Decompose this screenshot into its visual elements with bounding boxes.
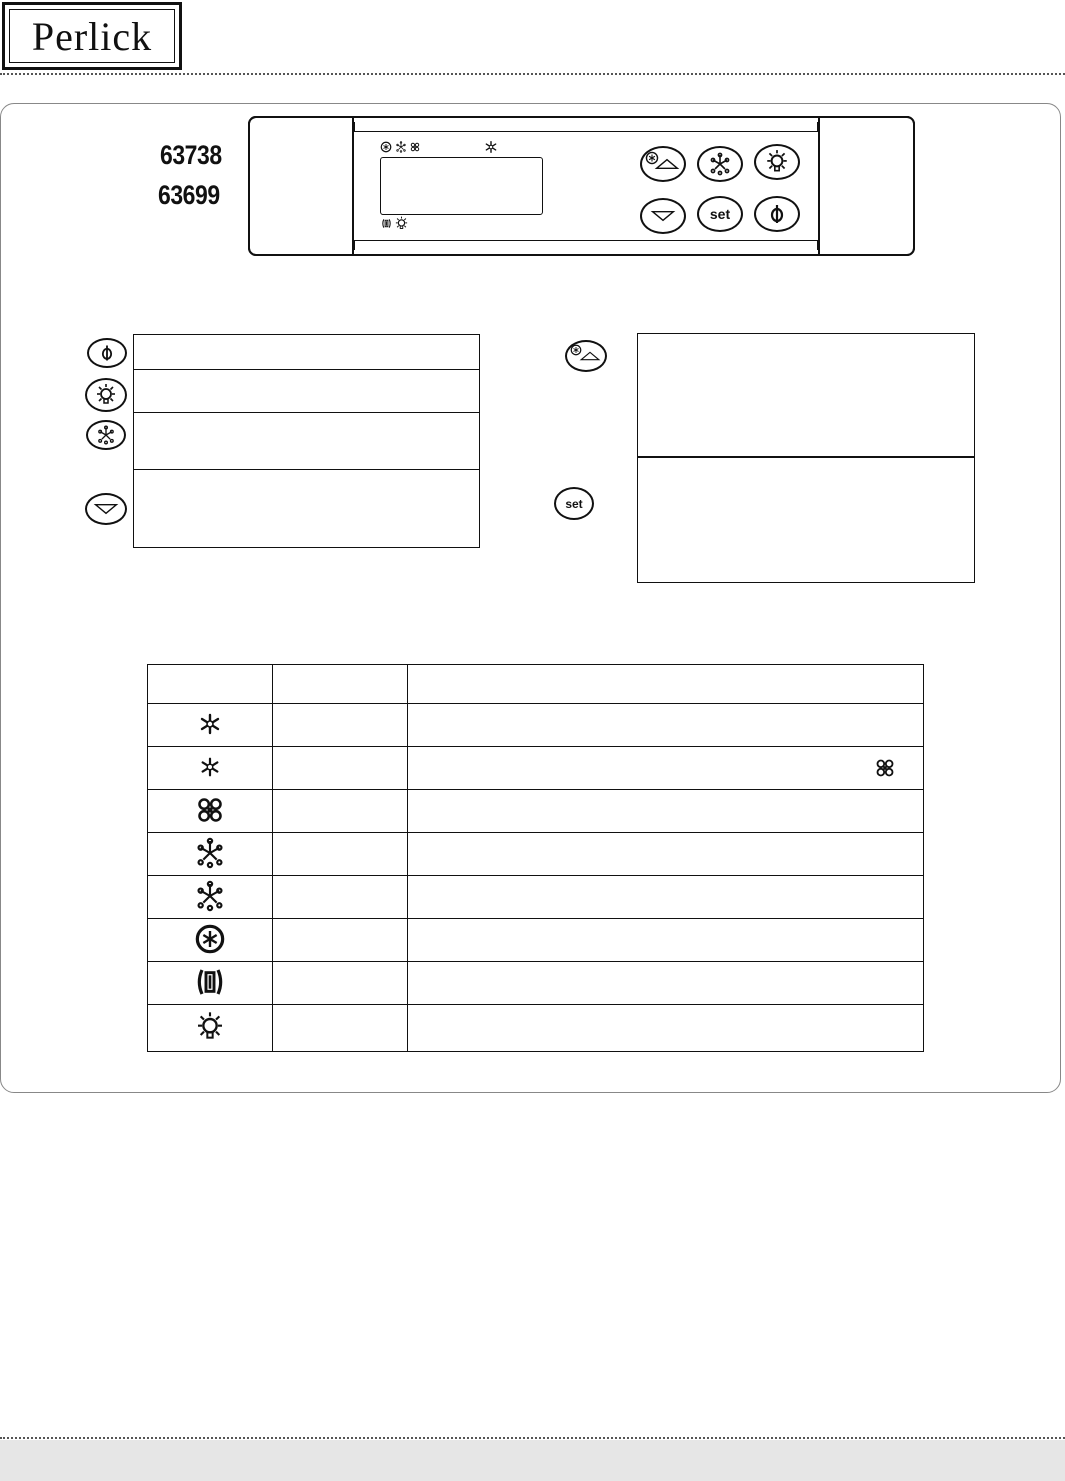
legend-status-cell bbox=[273, 962, 408, 1005]
door-icon bbox=[381, 218, 392, 229]
compressor-icon bbox=[198, 712, 222, 736]
legend-description-cell bbox=[408, 833, 924, 876]
power-key-description bbox=[134, 335, 479, 370]
legend-status-cell bbox=[273, 876, 408, 919]
right-key-description-box bbox=[637, 333, 975, 583]
table-row bbox=[148, 704, 924, 747]
brand-logo-text: Perlick bbox=[9, 9, 175, 63]
table-row bbox=[148, 833, 924, 876]
set-key-icon: set bbox=[554, 487, 594, 520]
defrost-key-icon bbox=[86, 420, 126, 450]
power-key-icon bbox=[87, 338, 127, 368]
legend-icon-cell bbox=[148, 919, 273, 962]
set-key-description bbox=[638, 458, 974, 582]
controller-bottom-rail bbox=[354, 240, 818, 250]
fan-icon bbox=[196, 796, 224, 824]
legend-status-cell bbox=[273, 704, 408, 747]
model-number-2: 63699 bbox=[158, 180, 220, 210]
power-icon bbox=[97, 343, 117, 363]
legend-description-cell bbox=[408, 704, 924, 747]
legend-icon-cell bbox=[148, 704, 273, 747]
legend-description-cell bbox=[408, 747, 924, 790]
legend-status-cell bbox=[273, 790, 408, 833]
legend-icon-cell bbox=[148, 833, 273, 876]
legend-description-cell bbox=[408, 962, 924, 1005]
light-icon bbox=[764, 149, 790, 175]
legend-icon-cell bbox=[148, 747, 273, 790]
legend-header-status bbox=[273, 665, 408, 704]
down-arrow-icon bbox=[93, 502, 119, 516]
table-row bbox=[148, 790, 924, 833]
table-row bbox=[148, 919, 924, 962]
left-key-description-box bbox=[133, 334, 480, 548]
legend-description-cell bbox=[408, 919, 924, 962]
light-key-description bbox=[134, 370, 479, 413]
defrost-up-button[interactable] bbox=[640, 146, 686, 182]
light-icon bbox=[94, 383, 118, 407]
defrost-icon bbox=[194, 880, 226, 912]
table-row bbox=[148, 876, 924, 919]
alarm-snowflake-icon bbox=[380, 141, 392, 153]
up-arrow-icon bbox=[579, 350, 601, 362]
light-icon bbox=[394, 216, 409, 231]
defrost-icon bbox=[708, 152, 732, 176]
footer-divider bbox=[0, 1437, 1065, 1439]
compressor-icon bbox=[484, 140, 498, 154]
table-row bbox=[148, 962, 924, 1005]
alarm-snowflake-icon bbox=[570, 344, 582, 356]
legend-description-cell bbox=[408, 790, 924, 833]
defrost-icon bbox=[194, 837, 226, 869]
footer-band bbox=[0, 1440, 1065, 1481]
defrost-key-description bbox=[134, 413, 479, 470]
down-button[interactable] bbox=[640, 198, 686, 234]
table-row bbox=[148, 1005, 924, 1052]
legend-icon-cell bbox=[148, 790, 273, 833]
header-divider bbox=[0, 73, 1065, 75]
fan-icon bbox=[875, 758, 895, 778]
controller-top-rail bbox=[354, 122, 818, 132]
legend-status-cell bbox=[273, 919, 408, 962]
down-arrow-icon bbox=[650, 209, 676, 223]
down-key-icon bbox=[85, 493, 127, 525]
light-icon bbox=[194, 1011, 226, 1043]
legend-icon-cell bbox=[148, 1005, 273, 1052]
legend-status-cell bbox=[273, 833, 408, 876]
manual-defrost-button[interactable] bbox=[697, 146, 743, 182]
door-icon bbox=[194, 966, 226, 998]
defrost-icon bbox=[395, 141, 407, 153]
light-button[interactable] bbox=[754, 144, 800, 180]
legend-icon-cell bbox=[148, 962, 273, 1005]
legend-icon-cell bbox=[148, 876, 273, 919]
legend-description-cell bbox=[408, 1005, 924, 1052]
set-button[interactable]: set bbox=[697, 196, 743, 232]
legend-header-row bbox=[148, 665, 924, 704]
fan-icon bbox=[410, 142, 420, 152]
up-key-description bbox=[638, 334, 974, 458]
down-key-description bbox=[134, 470, 479, 547]
brand-logo bbox=[2, 2, 182, 70]
controller-left-cap bbox=[248, 116, 354, 256]
legend-description-cell bbox=[408, 876, 924, 919]
model-number-1: 63738 bbox=[160, 140, 222, 170]
controller-display bbox=[380, 157, 543, 215]
indicator-legend-table bbox=[147, 664, 924, 1052]
table-row bbox=[148, 747, 924, 790]
defrost-icon bbox=[96, 425, 116, 445]
light-key-icon bbox=[85, 378, 127, 412]
controller-right-cap bbox=[818, 116, 915, 256]
alarm-snowflake-icon bbox=[645, 151, 659, 165]
legend-status-cell bbox=[273, 1005, 408, 1052]
power-button[interactable] bbox=[754, 196, 800, 232]
alarm-snowflake-icon bbox=[194, 923, 226, 955]
compressor-icon bbox=[199, 756, 221, 778]
up-key-icon bbox=[565, 340, 607, 372]
power-icon bbox=[765, 202, 789, 226]
legend-status-cell bbox=[273, 747, 408, 790]
legend-header-icon bbox=[148, 665, 273, 704]
legend-header-description bbox=[408, 665, 924, 704]
